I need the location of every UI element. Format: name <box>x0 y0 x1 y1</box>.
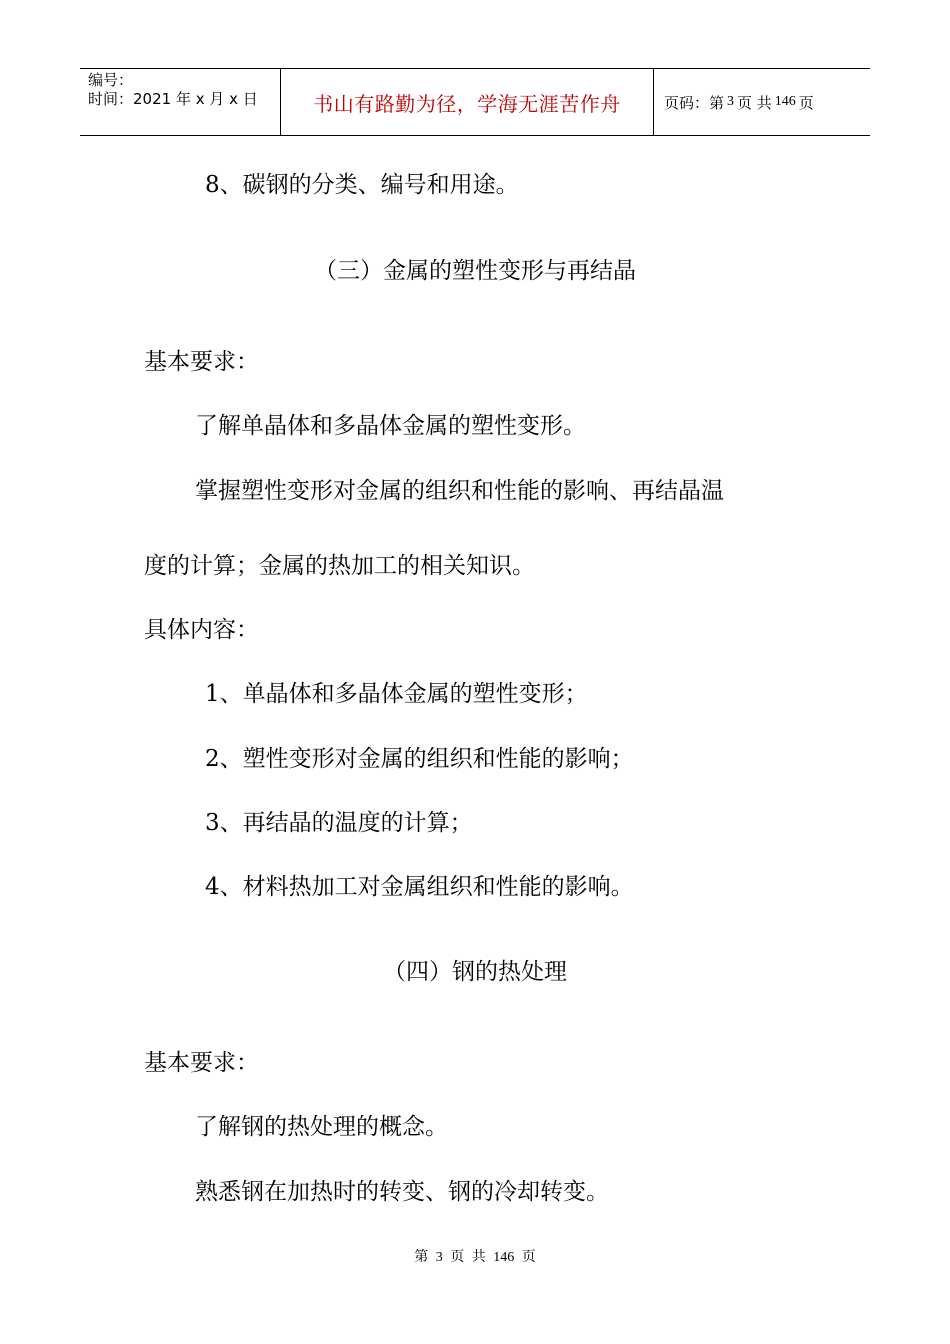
page-total: 146 <box>774 94 796 109</box>
page-mid: 页 共 <box>737 93 772 112</box>
list-item-3: 3、再结晶的温度的计算； <box>205 810 473 836</box>
number-label: 编号： <box>88 71 134 89</box>
list-item-2: 2、塑性变形对金属的组织和性能的影响； <box>205 746 634 772</box>
list-item-4: 4、材料热加工对金属组织和性能的影响。 <box>205 874 634 900</box>
header-meta <box>80 69 281 135</box>
basic-requirements-heading-1: 基本要求： <box>144 349 259 375</box>
page-current: 3 <box>727 94 735 109</box>
page-suffix: 页 <box>798 93 814 112</box>
requirement-familiar: 熟悉钢在加热时的转变、钢的冷却转变。 <box>195 1179 609 1205</box>
basic-requirements-heading-2: 基本要求： <box>144 1050 259 1076</box>
page-prefix: 页码：第 <box>664 93 725 112</box>
requirement-master-line-1: 掌握塑性变形对金属的组织和性能的影响、再结晶温 <box>195 478 724 504</box>
specific-content-heading: 具体内容： <box>144 617 259 643</box>
header-page-info <box>654 69 870 135</box>
list-item-1: 1、单晶体和多晶体金属的塑性变形； <box>205 681 588 707</box>
requirement-understand-1: 了解单晶体和多晶体金属的塑性变形。 <box>195 413 586 439</box>
list-item-8: 8、碳钢的分类、编号和用途。 <box>205 172 519 198</box>
requirement-master-line-2: 度的计算；金属的热加工的相关知识。 <box>144 553 535 579</box>
time-label: 时间：2021 年 x 月 x 日 <box>88 90 258 108</box>
page-header <box>80 68 870 136</box>
page-footer: 第 3 页 共 146 页 <box>414 1250 536 1265</box>
header-motto: 书山有路勤为径，学海无涯苦作舟 <box>281 69 654 135</box>
section-4-title: （四）钢的热处理 <box>383 959 567 985</box>
requirement-understand-2: 了解钢的热处理的概念。 <box>195 1114 448 1140</box>
section-3-title: （三）金属的塑性变形与再结晶 <box>314 258 636 284</box>
